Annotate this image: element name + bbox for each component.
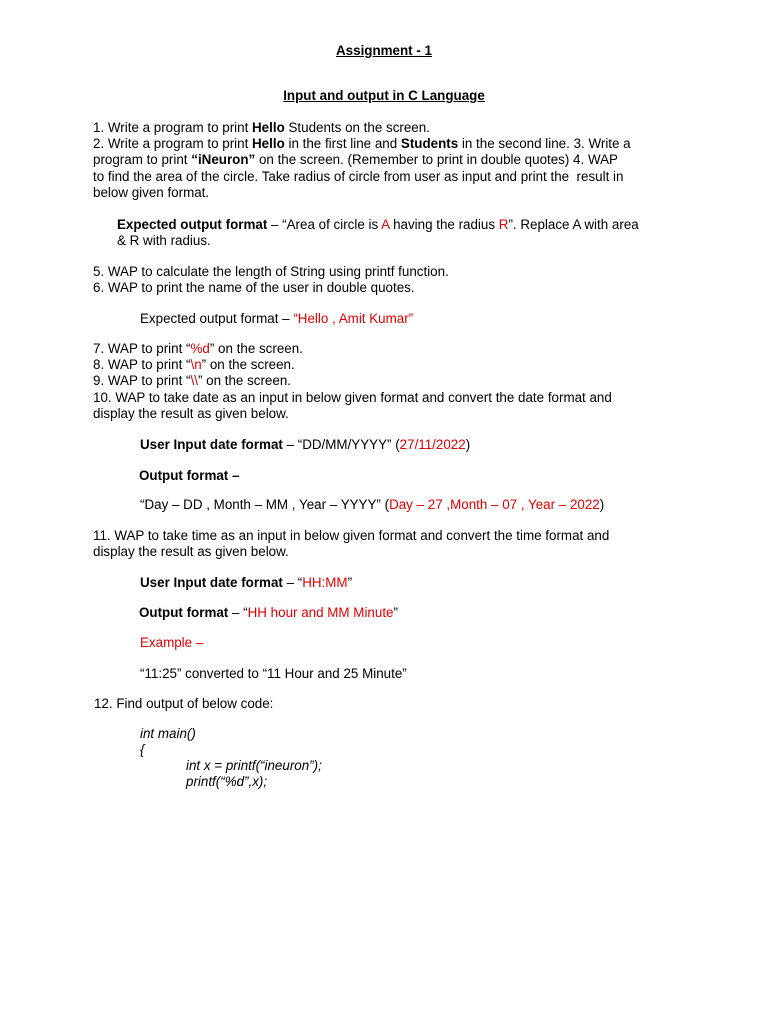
question-10-line-1: 10. WAP to take date as an input in below given format and convert the date format and (93, 390, 612, 405)
date-output-format: “Day – DD , Month – MM , Year – YYYY” (Day – 27 ,Month – 07 , Year – 2022) (140, 497, 605, 512)
time-output-format: Output format – “HH hour and MM Minute” (139, 605, 398, 620)
question-6: 6. WAP to print the name of the user in double quotes. (93, 280, 415, 295)
question-4-line-2: below given format. (93, 185, 210, 200)
expected-output-1: Expected output format – “Area of circle is A having the radius R”. Replace A with area (117, 217, 639, 232)
code-line-1: int main() (140, 726, 196, 741)
expected-output-2: Expected output format – “Hello , Amit Kumar” (140, 311, 414, 326)
code-line-2: { (140, 742, 145, 757)
question-8: 8. WAP to print “\n” on the screen. (93, 357, 295, 372)
question-5: 5. WAP to calculate the length of String using printf function. (93, 264, 449, 279)
time-input-format: User Input date format – “HH:MM” (140, 575, 353, 590)
date-input-format: User Input date format – “DD/MM/YYYY” (27/11/2022) (140, 437, 471, 452)
question-4-line: to find the area of the circle. Take radius of circle from user as input and print the result in (93, 169, 624, 184)
page-title: Assignment - 1 (336, 43, 432, 58)
question-2-line: 2. Write a program to print Hello in the first line and Students in the second line. 3. Write a (93, 136, 631, 151)
example-value: “11:25” converted to “11 Hour and 25 Minute” (140, 666, 407, 681)
question-7: 7. WAP to print “%d” on the screen. (93, 341, 303, 356)
expected-output-1-line-2: & R with radius. (117, 233, 211, 248)
question-1-line: 1. Write a program to print Hello Students on the screen. (93, 120, 430, 135)
example-label: Example – (140, 635, 204, 650)
question-3-line: program to print “iNeuron” on the screen. (Remember to print in double quotes) 4. WAP (93, 152, 618, 167)
question-9: 9. WAP to print “\\” on the screen. (93, 373, 291, 388)
question-12: 12. Find output of below code: (94, 696, 274, 711)
page-subtitle: Input and output in C Language (283, 88, 485, 103)
question-11-line-1: 11. WAP to take time as an input in below given format and convert the time format and (93, 528, 610, 543)
code-line-4: printf(“%d”,x); (186, 774, 268, 789)
question-11-line-2: display the result as given below. (93, 544, 289, 559)
question-10-line-2: display the result as given below. (93, 406, 289, 421)
code-line-3: int x = printf(“ineuron”); (186, 758, 322, 773)
date-output-label: Output format – (139, 468, 240, 483)
